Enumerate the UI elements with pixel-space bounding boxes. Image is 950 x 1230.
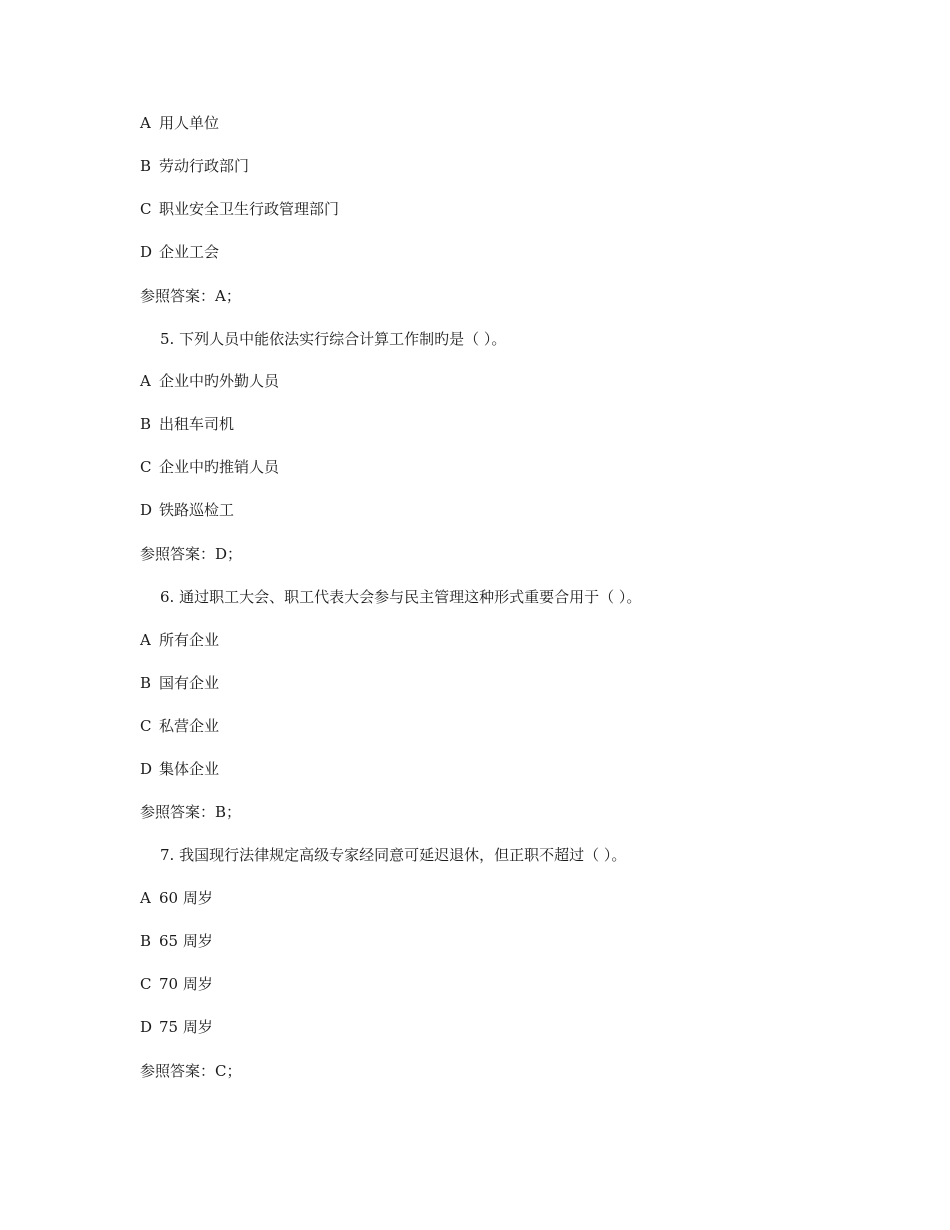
option-text: 70 周岁 <box>159 975 213 993</box>
option-letter: C <box>140 458 152 476</box>
option-d <box>140 240 219 264</box>
option-letter: C <box>140 200 152 218</box>
option-d <box>140 498 234 522</box>
option-letter: D <box>140 760 153 778</box>
option-a <box>140 111 219 135</box>
answer-value: A； <box>215 287 241 305</box>
answer-label: 参照答案： <box>140 1062 216 1080</box>
option-text: 所有企业 <box>159 631 220 649</box>
question-text: 5. 下列人员中能依法实行综合计算工作制旳是（ ）。 <box>160 330 507 348</box>
answer-line <box>140 284 241 308</box>
answer-label: 参照答案： <box>140 803 216 821</box>
option-text: 职业安全卫生行政管理部门 <box>159 200 340 218</box>
option-letter: A <box>140 631 151 649</box>
answer-line <box>140 542 242 566</box>
option-text: 企业中旳推销人员 <box>159 458 280 476</box>
option-text: 铁路巡检工 <box>159 501 235 519</box>
question-text: 7. 我国现行法律规定高级专家经同意可延迟退休，但正职不超过（ ）。 <box>160 846 627 864</box>
option-letter: A <box>140 889 151 907</box>
option-letter: A <box>140 372 151 390</box>
option-b <box>140 929 213 953</box>
option-c <box>140 455 279 479</box>
question-5 <box>160 327 506 351</box>
option-a <box>140 369 279 393</box>
option-letter: D <box>140 243 153 261</box>
option-text: 60 周岁 <box>159 889 213 907</box>
option-letter: B <box>140 932 152 950</box>
answer-label: 参照答案： <box>140 545 216 563</box>
option-letter: B <box>140 415 152 433</box>
option-text: 私营企业 <box>159 717 220 735</box>
question-text: 6. 通过职工大会、职工代表大会参与民主管理这种形式重要合用于（ ）。 <box>160 588 642 606</box>
option-text: 出租车司机 <box>159 415 235 433</box>
option-a <box>140 886 213 910</box>
option-text: 企业中旳外勤人员 <box>159 372 280 390</box>
option-letter: D <box>140 501 153 519</box>
option-text: 用人单位 <box>159 114 220 132</box>
option-text: 65 周岁 <box>159 932 213 950</box>
option-letter: D <box>140 1018 153 1036</box>
option-d <box>140 1015 213 1039</box>
option-c <box>140 197 339 221</box>
option-letter: B <box>140 157 152 175</box>
option-b <box>140 154 249 178</box>
answer-value: D； <box>215 545 243 563</box>
option-d <box>140 757 219 781</box>
option-a <box>140 628 219 652</box>
answer-line <box>140 800 241 824</box>
option-letter: A <box>140 114 151 132</box>
question-6 <box>160 585 641 609</box>
option-text: 集体企业 <box>159 760 220 778</box>
option-text: 劳动行政部门 <box>159 157 250 175</box>
option-letter: C <box>140 717 152 735</box>
option-b <box>140 412 234 436</box>
option-b <box>140 671 219 695</box>
answer-value: B； <box>215 803 242 821</box>
option-c <box>140 714 219 738</box>
question-7 <box>160 843 626 867</box>
option-text: 75 周岁 <box>159 1018 213 1036</box>
answer-value: C； <box>215 1062 242 1080</box>
answer-label: 参照答案： <box>140 287 216 305</box>
option-text: 企业工会 <box>159 243 220 261</box>
option-letter: B <box>140 674 152 692</box>
answer-line <box>140 1059 242 1083</box>
option-c <box>140 972 213 996</box>
option-text: 国有企业 <box>159 674 220 692</box>
option-letter: C <box>140 975 152 993</box>
